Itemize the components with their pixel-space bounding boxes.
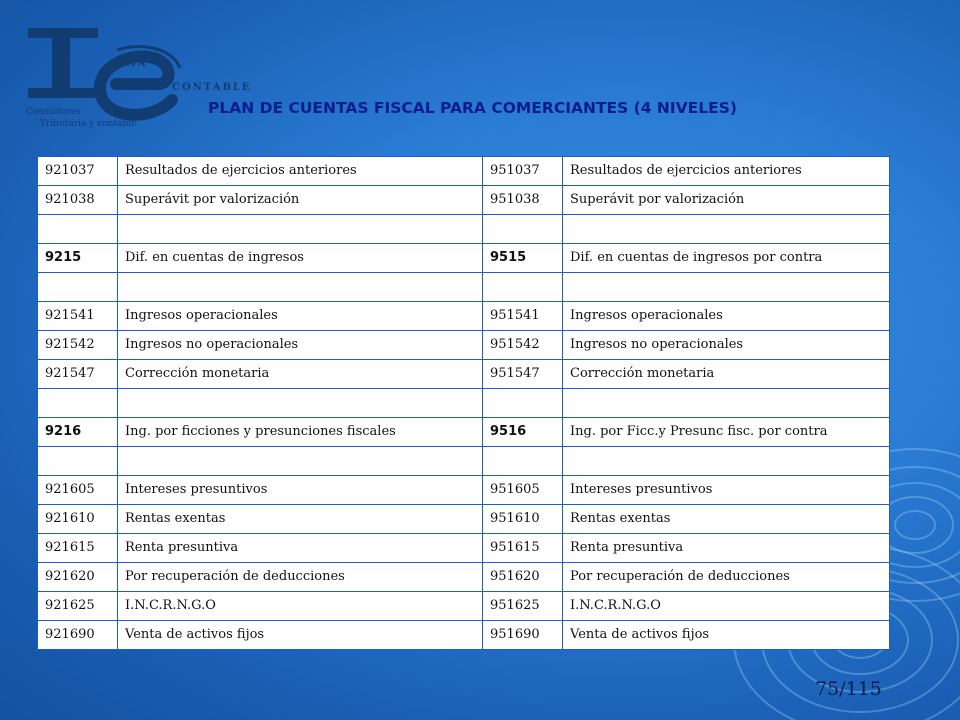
account-code-cell: 921615 [38,534,118,563]
table-row [38,563,890,592]
account-code-cell: 921620 [38,563,118,592]
contra-account-description-cell: I.N.C.R.N.G.O [563,592,890,621]
table-row [38,534,890,563]
table-row [38,157,890,186]
account-description-cell: Venta de activos fijos [118,621,483,650]
contra-account-code-cell [483,389,563,418]
contra-account-code-cell: 951615 [483,534,563,563]
account-code-cell: 921690 [38,621,118,650]
contra-account-code-cell: 951625 [483,592,563,621]
account-code-cell: 921625 [38,592,118,621]
contra-account-code-cell [483,215,563,244]
accounts-table [37,156,890,650]
table-row [38,215,890,244]
contra-account-code-cell: 951605 [483,476,563,505]
contra-account-description-cell: Resultados de ejercicios anteriores [563,157,890,186]
contra-account-description-cell: Ingresos no operacionales [563,331,890,360]
contra-account-description-cell [563,215,890,244]
contra-account-code-cell: 951037 [483,157,563,186]
table-row [38,331,890,360]
contra-account-code-cell: 951620 [483,563,563,592]
account-description-cell: Por recuperación de deducciones [118,563,483,592]
account-code-cell: 921037 [38,157,118,186]
contra-account-description-cell: Rentas exentas [563,505,890,534]
contra-account-description-cell: Ingresos operacionales [563,302,890,331]
account-description-cell [118,389,483,418]
account-code-cell [38,215,118,244]
company-logo [22,22,262,137]
account-description-cell: Superávit por valorización [118,186,483,215]
logo-subtitle-line2: Tributaria y contable [40,119,137,129]
account-description-cell: Renta presuntiva [118,534,483,563]
contra-account-code-cell: 9516 [483,418,563,447]
account-description-cell: Ingresos no operacionales [118,331,483,360]
contra-account-description-cell: Corrección monetaria [563,360,890,389]
account-description-cell: Ing. por ficciones y presunciones fiscales [118,418,483,447]
table-row [38,244,890,273]
logo-ima-text: IMA [118,58,148,69]
account-description-cell: Resultados de ejercicios anteriores [118,157,483,186]
contra-account-description-cell: Intereses presuntivos [563,476,890,505]
account-description-cell [118,273,483,302]
contra-account-description-cell [563,273,890,302]
account-description-cell: Ingresos operacionales [118,302,483,331]
page-title: PLAN DE CUENTAS FISCAL PARA COMERCIANTES (4 NIVELES) [208,99,737,117]
contra-account-description-cell: Superávit por valorización [563,186,890,215]
account-description-cell: Rentas exentas [118,505,483,534]
table-row [38,360,890,389]
contra-account-code-cell: 951542 [483,331,563,360]
contra-account-description-cell: Renta presuntiva [563,534,890,563]
account-code-cell [38,447,118,476]
account-description-cell: Intereses presuntivos [118,476,483,505]
account-code-cell: 921610 [38,505,118,534]
table-row [38,186,890,215]
contra-account-code-cell: 9515 [483,244,563,273]
contra-account-description-cell: Dif. en cuentas de ingresos por contra [563,244,890,273]
account-description-cell: Dif. en cuentas de ingresos [118,244,483,273]
contra-account-code-cell: 951690 [483,621,563,650]
contra-account-code-cell: 951610 [483,505,563,534]
table-row [38,592,890,621]
table-row [38,447,890,476]
contra-account-code-cell [483,273,563,302]
logo-subtitle-line1: Consultores [26,107,81,117]
contra-account-code-cell: 951541 [483,302,563,331]
contra-account-description-cell [563,447,890,476]
contra-account-description-cell: Por recuperación de deducciones [563,563,890,592]
account-description-cell [118,215,483,244]
contra-account-code-cell [483,447,563,476]
table-row [38,476,890,505]
account-code-cell: 921547 [38,360,118,389]
contra-account-code-cell: 951547 [483,360,563,389]
table-row [38,389,890,418]
account-code-cell: 9216 [38,418,118,447]
logo-contable-text: CONTABLE [172,82,252,93]
contra-account-code-cell: 951038 [483,186,563,215]
account-code-cell: 921605 [38,476,118,505]
page-number: 75/115 [815,678,882,700]
contra-account-description-cell [563,389,890,418]
account-description-cell: Corrección monetaria [118,360,483,389]
account-code-cell: 921038 [38,186,118,215]
contra-account-description-cell: Ing. por Ficc.y Presunc fisc. por contra [563,418,890,447]
account-code-cell [38,389,118,418]
table-row [38,505,890,534]
account-code-cell: 921541 [38,302,118,331]
table-row [38,273,890,302]
account-code-cell: 9215 [38,244,118,273]
table-row [38,621,890,650]
contra-account-description-cell: Venta de activos fijos [563,621,890,650]
account-code-cell [38,273,118,302]
account-description-cell: I.N.C.R.N.G.O [118,592,483,621]
table-row [38,418,890,447]
table-row [38,302,890,331]
account-description-cell [118,447,483,476]
account-code-cell: 921542 [38,331,118,360]
